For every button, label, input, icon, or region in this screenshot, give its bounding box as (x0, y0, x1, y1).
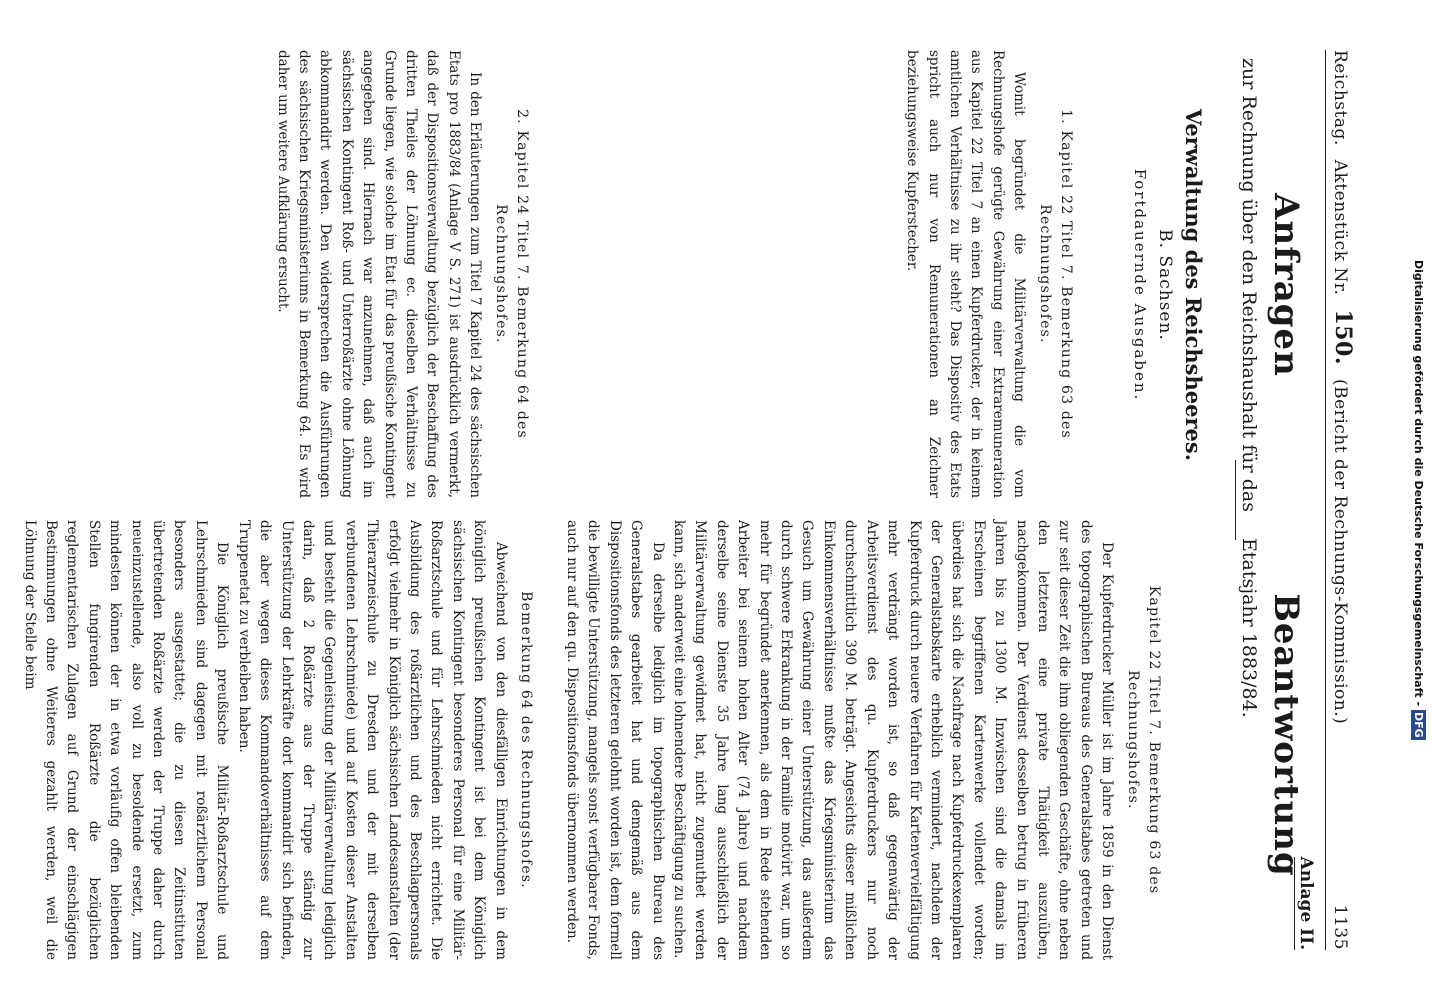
title-answers (1238, 520, 1306, 950)
question-1 (901, 50, 1076, 498)
answer-2-heading: Bemerkung 64 des Rechnungshofes. (518, 591, 534, 889)
section-heading (1131, 50, 1206, 520)
answer-2-paragraph-2: Die Königlich preußische Militär-Roßarztschule und Lehrschmieden sind dagegen mit roßärztlichem Personal besonders ausgestattet; die zu diesen Zeitinstituten übertretenden Roßärzte werden der Truppe daher durch neueinzustellende, also voll zu besoldende ersetzt, zum mindesten können der in etwa vorläufig offen bleibenden Stellen fungirenden Roßärzte die bezüglichen reglementarischen Zulagen auf Grund der einschlägigen Bestimmungen ohne Weiteres gezahlt werden, weil die Löhnung der Stelle beim (21, 520, 231, 960)
section-category: Fortdauernde Ausgaben. (1131, 168, 1149, 402)
title-questions-sub: zur Rechnung über den Reichshaushalt für das (1238, 58, 1260, 512)
digitization-credit (1411, 8, 1426, 992)
dfg-badge: DFG (1412, 712, 1425, 738)
title-questions (1238, 50, 1306, 520)
section-subtitle: B. Sachsen. (1155, 229, 1175, 341)
question-1-text: Womit begründet die Militärverwaltung die vom Rechnungshofe gerügte Gewährung einer Extraremuneration aus Kapitel 22 Titel 7 an einen Kupferdrucker, der in keinem amtlichen Verhältnisse zu ihr steht? Das Dispositiv des Etats spricht auch nur von Remunerationen an Zeichner beziehungsweise Kupferstecher. (904, 50, 1028, 498)
running-header (1325, 50, 1364, 950)
title-answers-sub: Etatsjahr 1883/84. (1238, 538, 1260, 718)
annex-label: Anlage II. (1296, 856, 1316, 950)
answer-2-paragraph-1: Abweichend von den diesfälligen Einrichtungen in dem königlich preußischen Kontingent ist bei dem Königlich sächsischen Kontingent besonderes Personal für eine Militär-Roßarztschule und für Lehrschmieden nicht errichtet. Die Ausbildung des roßärztlichen und des Beschlagpersonals erfolgt vielmehr in Königlich sächsischen Landesanstalten (der Thierarzneischule zu Dresden und der mit derselben verbundenen Lehrschmiede) und auf Kosten dieser Anstalten und besteht die Gegenleistung der Militärverwaltung lediglich darin, daß 2 Roßärzte aus der Truppe ständig zur Unterstützung der Lehrkräfte dort kommandirt sich befinden, die aber wegen dieses Kommandoverhältnisses auf dem Truppenetat zu verbleiben haben. (235, 520, 509, 960)
question-1-heading: 1. Kapitel 22 Titel 7. Bemerkung 63 des Rechnungshofes. (1036, 109, 1074, 439)
title-questions-main: Anfragen (1266, 193, 1306, 377)
answer-1-paragraph-2: Da derselbe lediglich im topographischen Bureau des Generalstabes gearbeitet hat und demgemäß aus dem Dispositionsfonds des letzteren gelohnt worden ist, dem formell die bewilligte Unterstützung, mangels sonst verfügbarer Fonds, auch nur auf den qu. Dispositionsfonds übernommen werden. (564, 520, 666, 960)
digitization-credit-text: Digitalisierung gefördert durch die Deutsche Forschungsgemeinschaft - (1412, 260, 1425, 707)
title-divider (1235, 460, 1236, 540)
title-answers-main: Beantwortung (1266, 593, 1306, 877)
page-number: 1135 (1330, 904, 1350, 950)
answer-1-heading: Kapitel 22 Titel 7. Bemerkung 63 des Rechnungshofes. (1124, 585, 1162, 895)
header-doc-label: Aktenstück Nr. (1330, 159, 1350, 296)
section-title: Verwaltung des Reichsheeres. (1181, 108, 1206, 462)
document-page (21, 20, 1404, 980)
header-reichstag: Reichstag. (1330, 50, 1350, 146)
answer-2 (18, 520, 536, 960)
question-2 (271, 50, 532, 498)
header-doc-number: 150. (1330, 309, 1356, 366)
header-commission: (Bericht der Rechnungs-Kommission.) (1330, 379, 1350, 725)
answer-1-paragraph-1: Der Kupferdrucker Müller ist im Jahre 1859 in den Dienst des topographischen Bureaus des Generalstabes getreten und zur seit dieser Zeit die ihm obliegenden Geschäfte, ohne neben den letzteren eine private Thätigkeit auszuüben, nachgekommen. Der Verdienst desselben betrug in früheren Jahren bis zu 1300 M. Inzwischen sind die damals im Erscheinen begriffenen Kartenwerke vollendet worden; überdies hat sich die Nachfrage nach Kupferdruckexemplaren der Generalstabskarte erheblich vermindert, nachdem der Kupferdruck durch neuere Verfahren für Kartenvervielfältigung mehr verdrängt worden ist, so daß gegenwärtig der Arbeitsverdienst des qu. Kupferdruckers nur noch durchschnittlich 390 M. beträgt. Angesichts dieser mißlichen Einkommensverhältnisse mußte das Kriegsministerium das Gesuch um Gewährung einer Unterstützung, das außerdem durch schwere Erkrankung in der Familie motivirt war, um so mehr für begründet anerkennen, als dem in Rede stehenden Arbeiter bei seinem hohen Alter (74 Jahre) und nachdem derselbe seine Dienste 35 Jahre lang ausschließlich der Militärverwaltung gewidmet hat, nicht zugemuthet werden kann, sich anderweit eine lohnendere Beschäftigung zu suchen. (671, 520, 1116, 960)
question-2-heading: 2. Kapitel 24 Titel 7. Bemerkung 64 des Rechnungshofes. (492, 109, 530, 439)
answer-1 (561, 520, 1164, 960)
question-2-text: In den Erläuterungen zum Titel 7 Kapitel 24 des sächsischen Etats pro 1883/84 (Anlage V S. 271) ist ausdrücklich vermerkt, daß der Dispositionsverwaltung bezüglich der Beschaffung des dritten Theiles der Löhnung ec. dieselben Verhältnisse zu Grunde liegen, wie solche im Etat für das preußische Kontingent angegeben sind. Hiernach war anzunehmen, daß auch im sächsischen Kontingent Roß- und Unterroßärzte ohne Löhnung abkommandirt werden. Den widersprechen die Ausführungen des sächsischen Kriegsministeriums in Bemerkung 64. Es wird daher um weitere Aufklärung ersucht. (274, 50, 484, 498)
